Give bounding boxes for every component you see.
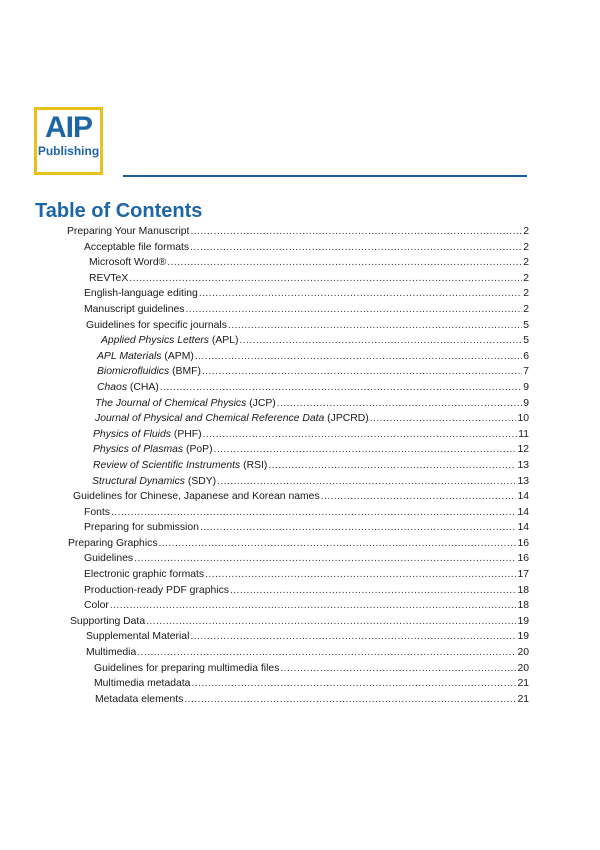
toc-entry[interactable]: [0, 598, 600, 614]
toc-entry-title: Acceptable file formats: [84, 241, 190, 253]
journal-abbr: (PHF): [170, 428, 202, 440]
toc-entry-title: [93, 427, 202, 443]
toc-entry[interactable]: [0, 349, 600, 365]
toc-entry-page: 2: [523, 226, 529, 237]
toc-entry-title: Microsoft Word®: [89, 257, 167, 269]
toc-entry-page: 5: [523, 335, 529, 347]
toc-entry-page: 14: [517, 491, 529, 503]
journal-abbr: (APL): [209, 335, 239, 347]
toc-entry[interactable]: [0, 567, 600, 583]
toc-entry-page: 7: [523, 366, 529, 378]
journal-name: Chaos: [97, 381, 128, 393]
toc-entry[interactable]: [0, 427, 600, 443]
journal-abbr: (SDY): [184, 475, 217, 487]
toc-entry-page: 11: [518, 428, 529, 440]
toc-entry-title: [97, 380, 159, 396]
toc-entry-page: 2: [523, 288, 529, 300]
toc-entry-page: 9: [523, 381, 529, 393]
toc-entry-page: 5: [523, 319, 529, 331]
toc-entry-title: [97, 349, 194, 365]
toc-entry[interactable]: [0, 364, 600, 380]
toc-entry-page: 14: [517, 506, 529, 518]
journal-name: Review of Scientific Instruments: [93, 459, 241, 471]
journal-abbr: (JCP): [246, 397, 276, 409]
page-title: Table of Contents: [35, 200, 203, 222]
toc-entry[interactable]: [0, 661, 600, 677]
journal-name: APL Materials: [97, 350, 162, 362]
toc-entry[interactable]: [0, 536, 600, 552]
toc-entry-page: 20: [517, 662, 529, 674]
toc-entry-title: [95, 411, 369, 427]
toc-entry-page: 12: [517, 444, 529, 456]
toc-entry-title: Supplemental Material: [86, 631, 190, 643]
toc-entry-page: 2: [523, 303, 529, 315]
toc-entry[interactable]: [0, 286, 600, 302]
toc-entry[interactable]: [0, 520, 600, 536]
toc-entry-page: 13: [517, 475, 529, 487]
toc-entry[interactable]: [0, 396, 600, 412]
toc-entry[interactable]: [0, 333, 600, 349]
toc-entry[interactable]: [0, 676, 600, 692]
toc-entry[interactable]: [0, 318, 600, 334]
journal-name: The Journal of Chemical Physics: [95, 397, 247, 409]
toc-entry-page: 2: [523, 241, 529, 253]
table-of-contents: [0, 224, 600, 707]
journal-abbr: (JPCRD): [324, 413, 369, 425]
journal-abbr: (APM): [161, 350, 194, 362]
logo-aip-text: AIP: [44, 111, 92, 144]
toc-entry[interactable]: [0, 411, 600, 427]
toc-entry-page: 9: [523, 397, 529, 409]
toc-entry[interactable]: [0, 692, 600, 708]
toc-entry-title: [95, 396, 276, 412]
toc-entry-title: Color: [84, 600, 109, 612]
toc-entry-title: Preparing Graphics: [68, 537, 158, 549]
toc-entry-title: [93, 458, 267, 474]
toc-entry[interactable]: [0, 240, 600, 256]
toc-entry-title: Guidelines: [84, 553, 134, 565]
toc-entry-page: 16: [517, 553, 529, 565]
journal-abbr: (BMF): [169, 366, 201, 378]
toc-entry-page: 18: [517, 584, 529, 596]
toc-entry[interactable]: [0, 255, 600, 271]
toc-entry[interactable]: [0, 458, 600, 474]
toc-entry-title: Electronic graphic formats: [84, 569, 205, 581]
toc-entry[interactable]: [0, 583, 600, 599]
journal-name: Physics of Plasmas: [93, 444, 184, 456]
toc-entry-title: REVTeX: [89, 272, 129, 284]
toc-entry-title: Multimedia metadata: [94, 678, 191, 690]
toc-entry-title: Guidelines for Chinese, Japanese and Korean names: [73, 491, 320, 503]
journal-abbr: (RSI): [240, 459, 268, 471]
toc-entry-page: 19: [517, 631, 529, 643]
toc-entry-page: 17: [517, 569, 529, 581]
toc-entry-title: [97, 364, 201, 380]
toc-entry-page: 13: [517, 459, 529, 471]
toc-entry[interactable]: [0, 629, 600, 645]
toc-entry[interactable]: [0, 614, 600, 630]
toc-entry-title: Preparing for submission: [84, 522, 199, 534]
toc-entry-title: English-language editing: [84, 288, 198, 300]
toc-entry-title: [92, 474, 216, 490]
toc-entry[interactable]: [0, 380, 600, 396]
toc-entry-title: [101, 333, 238, 349]
logo-publishing-text: Publishing: [37, 144, 100, 158]
toc-entry[interactable]: [0, 271, 600, 287]
journal-name: Structural Dynamics: [92, 475, 185, 487]
toc-entry-title: Guidelines for specific journals: [86, 319, 227, 331]
journal-name: Biomicrofluidics: [97, 366, 170, 378]
toc-entry-page: 2: [523, 272, 529, 284]
toc-entry-page: 20: [517, 647, 529, 659]
toc-entry-title: Guidelines for preparing multimedia files: [94, 662, 280, 674]
toc-entry-page: 2: [523, 257, 529, 269]
toc-entry-page: 18: [517, 600, 529, 612]
toc-entry-title: Supporting Data: [70, 615, 146, 627]
toc-entry[interactable]: [0, 489, 600, 505]
header-rule: [123, 175, 527, 177]
toc-entry-page: 6: [523, 350, 529, 362]
toc-entry-title: Production-ready PDF graphics: [84, 584, 229, 596]
toc-entry-title: Metadata elements: [95, 693, 184, 705]
journal-name: Applied Physics Letters: [101, 335, 210, 347]
toc-entry-page: 10: [517, 413, 529, 425]
toc-entry-page: 19: [517, 615, 529, 627]
toc-entry-title: Manuscript guidelines: [84, 303, 185, 315]
toc-entry[interactable]: [0, 224, 600, 240]
toc-entry-page: 21: [517, 678, 529, 690]
toc-entry-title: Fonts: [84, 506, 110, 518]
journal-abbr: (PoP): [183, 444, 213, 456]
toc-entry[interactable]: [0, 645, 600, 661]
toc-entry[interactable]: [0, 474, 600, 490]
journal-name: Journal of Physical and Chemical Reference Data: [95, 413, 325, 425]
toc-entry[interactable]: [0, 442, 600, 458]
toc-entry[interactable]: [0, 551, 600, 567]
toc-entry-page: 21: [517, 693, 529, 705]
toc-entry-title: Multimedia: [86, 647, 137, 659]
toc-entry-page: 14: [517, 522, 529, 534]
toc-entry-page: 16: [517, 537, 529, 549]
toc-entry[interactable]: [0, 302, 600, 318]
toc-entry[interactable]: [0, 505, 600, 521]
toc-entry-title: [93, 442, 213, 458]
aip-publishing-logo: [34, 107, 103, 175]
journal-name: Physics of Fluids: [93, 428, 171, 440]
toc-entry-title: Preparing Your Manuscript: [67, 226, 190, 237]
journal-abbr: (CHA): [127, 381, 159, 393]
